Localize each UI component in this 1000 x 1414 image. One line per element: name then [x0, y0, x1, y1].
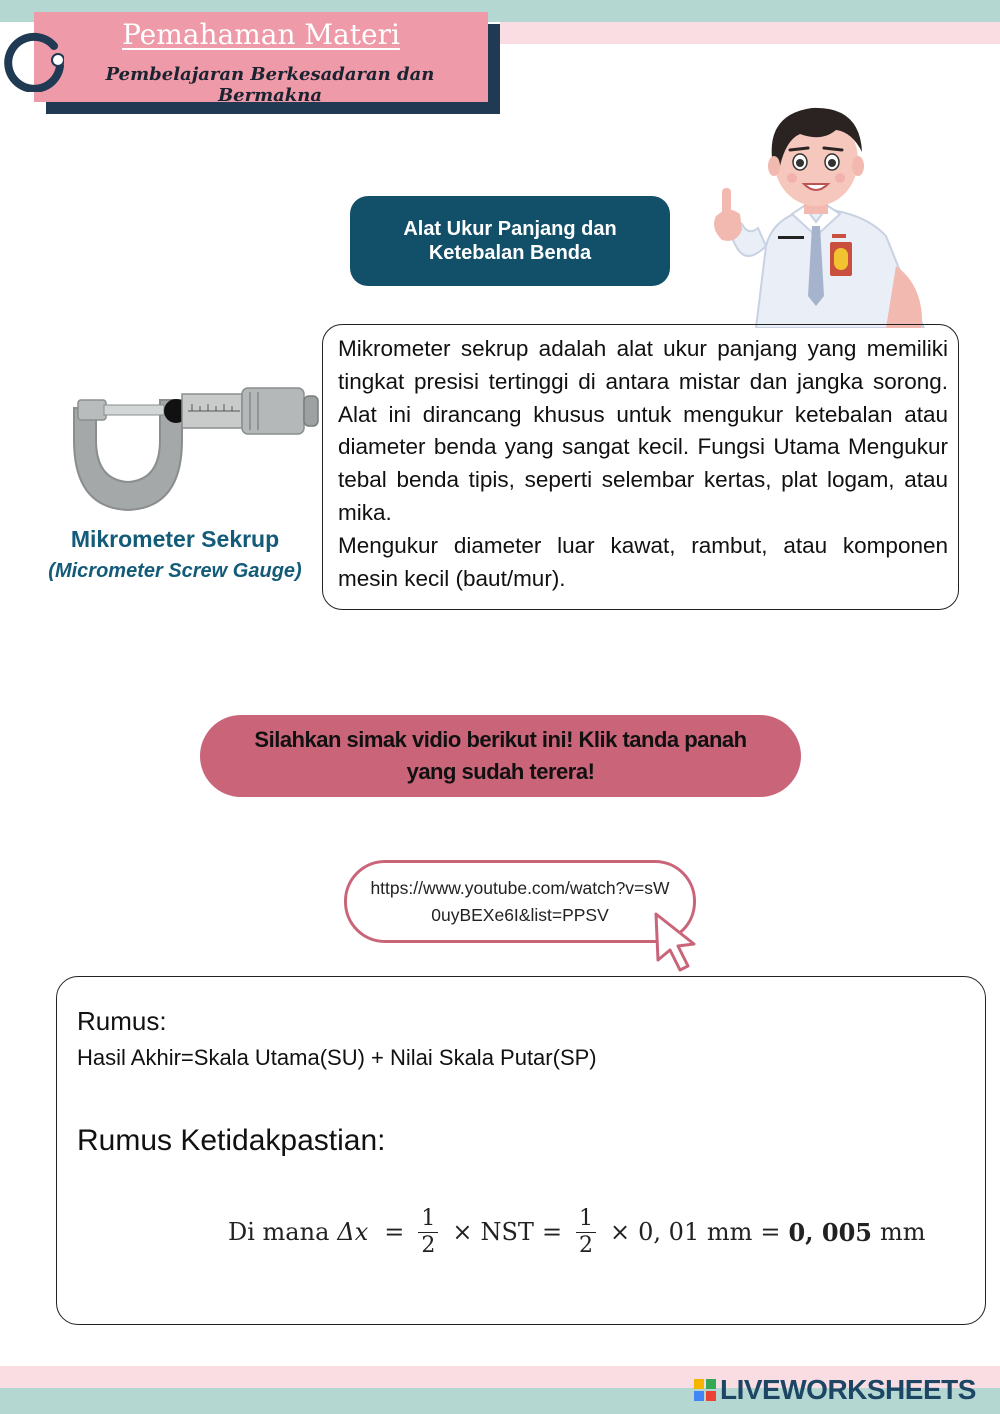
equation-nst: NST	[480, 1218, 534, 1246]
top-pink-band	[500, 22, 1000, 44]
equation-value: 0, 01 mm	[638, 1218, 753, 1246]
page-subtitle: Pembelajaran Berkesadaran dan Bermakna	[105, 64, 435, 106]
uncertainty-equation	[228, 1200, 926, 1264]
equation-equals: =	[760, 1218, 781, 1246]
formula-text: Hasil Akhir=Skala Utama(SU) + Nilai Skala Putar(SP)	[77, 1045, 597, 1070]
equation-result: 0, 005	[788, 1217, 872, 1247]
equation-prefix: Di mana	[228, 1218, 330, 1246]
page-title: Pemahaman Materi	[122, 18, 400, 51]
equation-fraction	[576, 1206, 596, 1259]
fraction-numerator: 1	[418, 1206, 438, 1233]
brand-footer	[694, 1372, 976, 1408]
instrument-name: Mikrometer Sekrup	[70, 526, 280, 552]
topic-label: Alat Ukur Panjang dan Ketebalan Benda	[350, 196, 670, 286]
description-card	[322, 324, 959, 610]
equation-equals: =	[541, 1218, 563, 1246]
equation-times: ×	[610, 1218, 631, 1246]
instrument-english-name: (Micrometer Screw Gauge)	[48, 560, 302, 582]
video-link[interactable]: https://www.youtube.com/watch?v=sW0uyBEXe6I&list=PPSV	[344, 860, 696, 943]
equation-equals: =	[384, 1218, 405, 1246]
equation-times: ×	[452, 1218, 473, 1246]
description-paragraph: Mikrometer sekrup adalah alat ukur panjang yang memiliki tingkat presisi tertinggi di antara mistar dan jangka sorong. Alat ini dirancang khusus untuk mengukur ketebalan atau diameter benda yang sangat kecil. Fungsi Utama Mengukur tebal benda tipis, seperti selembar kertas, plat logam, atau mika.	[338, 336, 948, 525]
fraction-numerator: 1	[576, 1206, 596, 1233]
cursor-arrow-icon[interactable]	[648, 908, 702, 976]
equation-variable: Δx	[337, 1218, 369, 1246]
uncertainty-label: Rumus Ketidakpastian:	[77, 1124, 386, 1157]
description-paragraph: Mengukur diameter luar kawat, rambut, atau komponen mesin kecil (baut/mur).	[338, 532, 948, 591]
micrometer-screw-gauge-icon	[64, 380, 320, 514]
liveworksheets-logo-icon	[694, 1379, 716, 1401]
formula-label: Rumus:	[77, 1006, 167, 1036]
fraction-denominator: 2	[421, 1232, 436, 1258]
student-character-icon	[696, 96, 936, 328]
fraction-denominator: 2	[579, 1232, 594, 1258]
equation-fraction	[418, 1206, 438, 1259]
equation-unit: mm	[880, 1218, 926, 1246]
instruction-banner: Silahkan simak vidio berikut ini! Klik tanda panah yang sudah terera!	[200, 715, 801, 797]
brand-name: LIVEWORKSHEETS	[720, 1374, 976, 1405]
